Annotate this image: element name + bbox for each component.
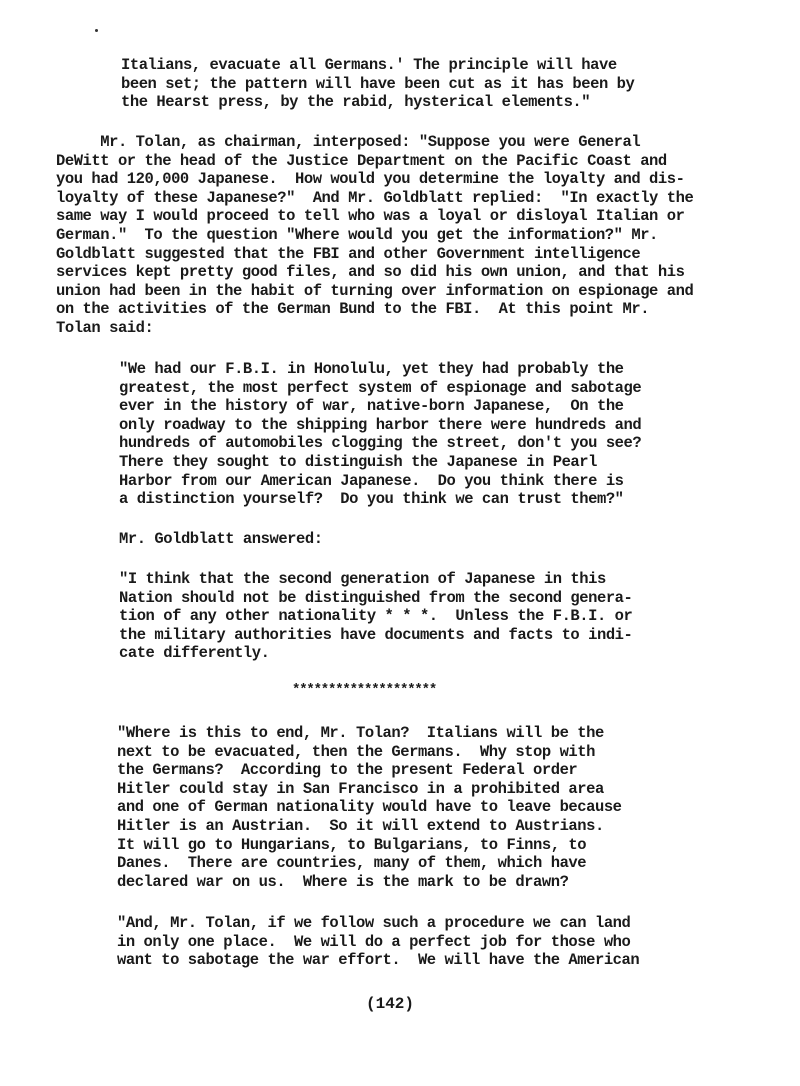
stray-mark (95, 29, 98, 32)
text-line: "I think that the second generation of Japanese in this (119, 570, 606, 588)
text-line: "We had our F.B.I. in Honolulu, yet they had probably the (119, 360, 624, 378)
text-line: declared war on us. Where is the mark to be drawn? (117, 872, 569, 891)
text-line: tion of any other nationality * * *. Unless the F.B.I. or (119, 607, 633, 626)
text-line: a distinction yourself? Do you think we can trust them?" (119, 490, 624, 509)
text-line: Danes. There are countries, many of them, which have (117, 854, 587, 873)
text-line: Goldblatt suggested that the FBI and other Government intelligence (56, 244, 641, 263)
text-line: Mr. Goldblatt answered: (119, 530, 323, 548)
text-line: Harbor from our American Japanese. Do you think there is (119, 471, 624, 490)
text-line: It will go to Hungarians, to Bulgarians, to Finns, to (117, 835, 587, 854)
quote-goldblatt-1 (119, 570, 632, 663)
text-line: and one of German nationality would have to leave because (117, 798, 622, 817)
text-line: union had been in the habit of turning over information on espionage and (56, 281, 694, 300)
text-line: same way I would proceed to tell who was a loyal or disloyal Italian or (56, 207, 685, 226)
quote-tolan (119, 360, 641, 509)
text-line: Tolan said: (56, 318, 154, 337)
text-line: Hitler is an Austrian. So it will extend to Austrians. (117, 816, 604, 835)
text-line: the Germans? According to the present Federal order (117, 761, 578, 780)
text-line: greatest, the most perfect system of espionage and sabotage (119, 378, 642, 397)
text-line: ever in the history of war, native-born Japanese, On the (119, 397, 624, 416)
paragraph-continuation (121, 56, 634, 112)
text-line: cate differently. (119, 644, 270, 663)
quote-goldblatt-3 (117, 914, 639, 970)
paragraph-tolan-interposed (56, 133, 693, 338)
text-line: Mr. Tolan, as chairman, interposed: "Suppose you were General (56, 133, 641, 151)
text-line: Hitler could stay in San Francisco in a prohibited area (117, 779, 604, 798)
text-line: "Where is this to end, Mr. Tolan? Italians will be the (117, 724, 604, 742)
section-separator: ******************** (292, 682, 437, 698)
text-line: Nation should not be distinguished from the second genera- (119, 588, 633, 607)
text-line: "And, Mr. Tolan, if we follow such a procedure we can land (117, 914, 631, 932)
text-line: only roadway to the shipping harbor there were hundreds and (119, 415, 642, 434)
text-line: Italians, evacuate all Germans.' The principle will have (121, 56, 617, 74)
text-line: been set; the pattern will have been cut as it has been by (121, 74, 635, 93)
text-line: loyalty of these Japanese?" And Mr. Goldblatt replied: "In exactly the (56, 188, 694, 207)
paragraph-goldblatt-answered (119, 530, 323, 549)
text-line: the military authorities have documents and facts to indi- (119, 625, 633, 644)
text-line: services kept pretty good files, and so did his own union, and that his (56, 263, 685, 282)
text-line: There they sought to distinguish the Japanese in Pearl (119, 452, 597, 471)
text-line: German." To the question "Where would you get the information?" Mr. (56, 225, 658, 244)
text-line: in only one place. We will do a perfect job for those who (117, 932, 631, 951)
page-number: (142) (366, 995, 415, 1013)
text-line: the Hearst press, by the rabid, hysterical elements." (121, 93, 591, 112)
text-line: you had 120,000 Japanese. How would you determine the loyalty and dis- (56, 170, 685, 189)
text-line: want to sabotage the war effort. We will have the American (117, 951, 640, 970)
text-line: hundreds of automobiles clogging the street, don't you see? (119, 434, 642, 453)
text-line: next to be evacuated, then the Germans. Why stop with (117, 742, 595, 761)
quote-goldblatt-2 (117, 724, 622, 891)
text-line: DeWitt or the head of the Justice Department on the Pacific Coast and (56, 151, 667, 170)
text-line: on the activities of the German Bund to the FBI. At this point Mr. (56, 300, 650, 319)
